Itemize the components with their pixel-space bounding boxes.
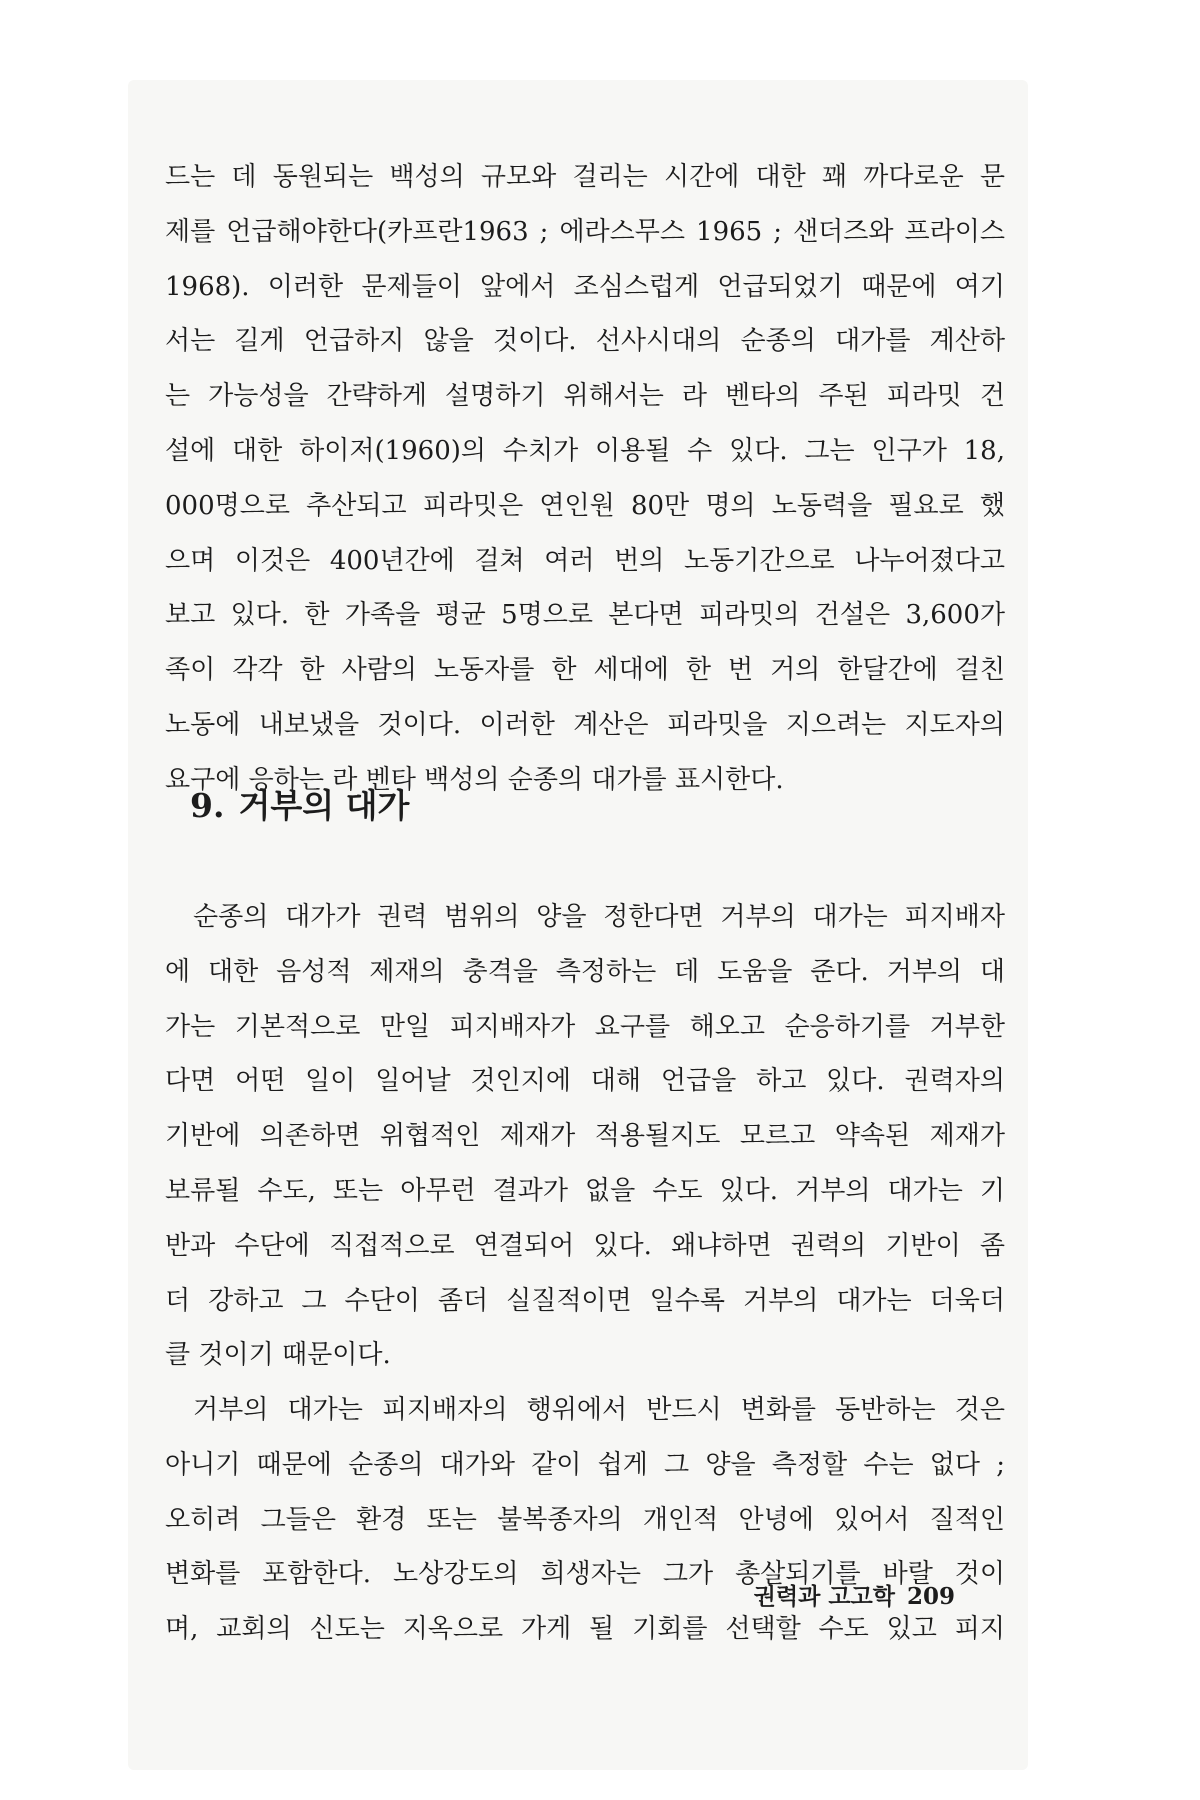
text-line: 거부의 대가는 피지배자의 행위에서 반드시 변화를 동반하는 것은 [193, 1395, 1005, 1425]
text-line: 변화를 포함한다. 노상강도의 희생자는 그가 총살되기를 바랄 것이 [165, 1559, 1005, 1590]
running-title: 권력과 고고학 [753, 1583, 895, 1610]
text-line: 아니기 때문에 순종의 대가와 같이 쉽게 그 양을 측정할 수는 없다 ; [165, 1449, 1005, 1480]
page-footer [754, 1578, 955, 1611]
text-line: 000명으로 추산되고 피라밋은 연인원 80만 명의 노동력을 필요로 했 [165, 490, 1005, 521]
text-line: 가는 기본적으로 만일 피지배자가 요구를 해오고 순응하기를 거부한 [165, 1011, 1005, 1042]
section-heading [190, 780, 409, 827]
section-number: 9. [190, 786, 225, 825]
page-number: 209 [906, 1583, 955, 1610]
paragraph-3-body [165, 1383, 1005, 1657]
text-line: 순종의 대가가 권력 범위의 양을 정한다면 거부의 대가는 피지배자 [193, 902, 1005, 932]
text-line: 족이 각각 한 사람의 노동자를 한 세대에 한 번 거의 한달간에 걸친 [165, 655, 1005, 686]
text-line: 보고 있다. 한 가족을 평균 5명으로 본다면 피라밋의 건설은 3,600가 [165, 600, 1005, 631]
text-line: 에 대한 음성적 제재의 충격을 측정하는 데 도움을 준다. 거부의 대 [165, 956, 1005, 987]
text-line: 드는 데 동원되는 백성의 규모와 걸리는 시간에 대한 꽤 까다로운 문 [165, 162, 1005, 192]
text-line: 다면 어떤 일이 일어날 것인지에 대해 언급을 하고 있다. 권력자의 [165, 1066, 1005, 1097]
text-line: 더 강하고 그 수단이 좀더 실질적이면 일수록 거부의 대가는 더욱더 [165, 1285, 1005, 1316]
text-line: 1968). 이러한 문제들이 앞에서 조심스럽게 언급되었기 때문에 여기 [165, 271, 1005, 302]
text-line: 는 가능성을 간략하게 설명하기 위해서는 라 벤타의 주된 피라밋 건 [165, 381, 1005, 412]
paragraph-1 [165, 150, 1005, 808]
text-line: 요구에 응하는 라 벤타 백성의 순종의 대가를 표시한다. [165, 764, 784, 795]
text-line: 서는 길게 언급하지 않을 것이다. 선사시대의 순종의 대가를 계산하 [165, 326, 1005, 357]
text-line: 제를 언급해야한다(카프란1963 ; 에라스무스 1965 ; 샌더즈와 프라이스 [165, 216, 1005, 247]
paragraph-2 [165, 890, 1005, 1383]
paragraph-2-body [165, 890, 1005, 1383]
section-title: 거부의 대가 [238, 786, 410, 825]
text-line: 오히려 그들은 환경 또는 불복종자의 개인적 안녕에 있어서 질적인 [165, 1504, 1005, 1535]
text-line: 설에 대한 하이저(1960)의 수치가 이용될 수 있다. 그는 인구가 18, [165, 435, 1005, 466]
text-line: 클 것이기 때문이다. [165, 1340, 391, 1371]
text-line: 며, 교회의 신도는 지옥으로 가게 될 기회를 선택할 수도 있고 피지 [165, 1614, 1005, 1645]
text-line: 으며 이것은 400년간에 걸쳐 여러 번의 노동기간으로 나누어졌다고 [165, 545, 1005, 576]
text-line: 보류될 수도, 또는 아무런 결과가 없을 수도 있다. 거부의 대가는 기 [165, 1175, 1005, 1206]
text-line: 노동에 내보냈을 것이다. 이러한 계산은 피라밋을 지으려는 지도자의 [165, 709, 1005, 740]
paragraph-1-body [165, 150, 1005, 808]
paragraph-3 [165, 1383, 1005, 1657]
text-line: 반과 수단에 직접적으로 연결되어 있다. 왜냐하면 권력의 기반이 좀 [165, 1230, 1005, 1261]
text-line: 기반에 의존하면 위협적인 제재가 적용될지도 모르고 약속된 제재가 [165, 1121, 1005, 1152]
